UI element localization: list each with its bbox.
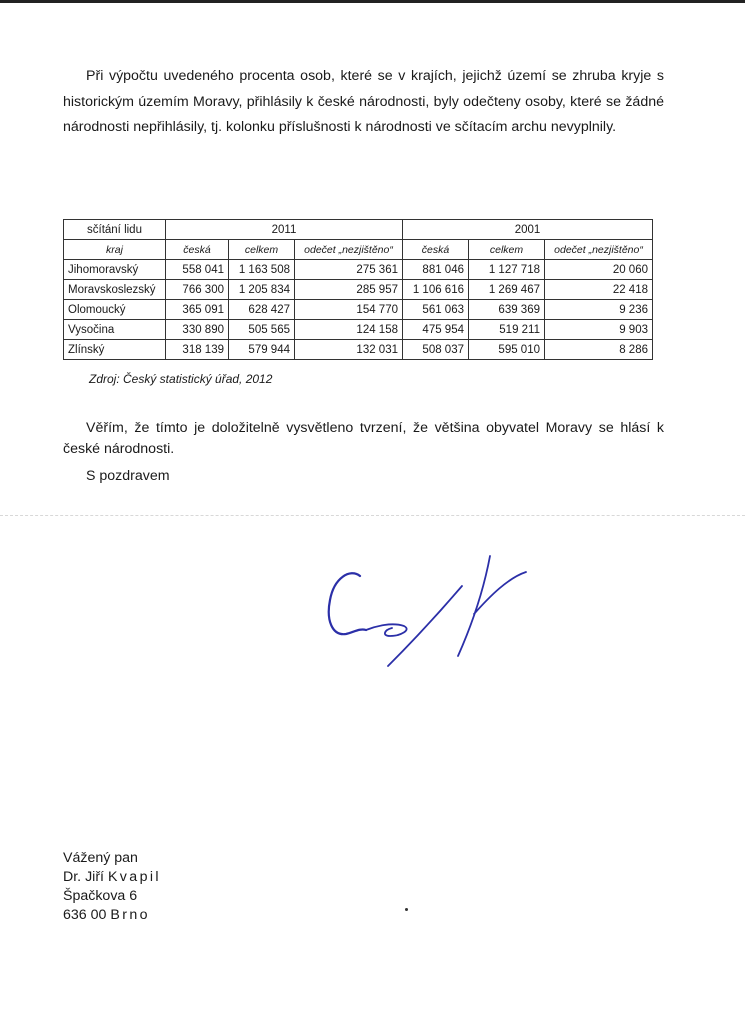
corner-label: sčítání lidu	[64, 220, 166, 240]
table-row	[64, 320, 653, 340]
cell-2011-celkem: 505 565	[229, 320, 295, 340]
region-name: Moravskoslezský	[64, 280, 166, 300]
cell-2001-ceska: 561 063	[403, 300, 469, 320]
address-street: Špačkova 6	[63, 888, 138, 904]
address-name-line	[63, 868, 161, 887]
subheader-celkem: celkem	[469, 240, 545, 260]
cell-2011-ceska: 318 139	[166, 340, 229, 360]
signature-stroke-c	[329, 573, 366, 634]
signature-stroke-diagonal	[388, 586, 462, 666]
table-row	[64, 260, 653, 280]
cell-2011-odecet: 132 031	[295, 340, 403, 360]
year-header-2001: 2001	[403, 220, 653, 240]
cell-2001-celkem: 1 269 467	[469, 280, 545, 300]
cell-2001-odecet: 9 903	[545, 320, 653, 340]
cell-2011-celkem: 628 427	[229, 300, 295, 320]
cell-2001-celkem: 595 010	[469, 340, 545, 360]
signature-stroke-loop	[366, 624, 407, 636]
address-title: Dr. Jiří	[63, 869, 104, 885]
handwritten-signature	[320, 548, 530, 678]
region-name: Zlínský	[64, 340, 166, 360]
intro-paragraph: Při výpočtu uvedeného procenta osob, které se v krajích, jejichž území se zhruba kryje s historickým územím Moravy, přihlásily k české národnosti, byly odečteny osoby, které se žádné národnosti nepřihlásily, tj. kolonku příslušnosti k národnosti ve sčítacím archu nevyplnily.	[63, 68, 664, 135]
cell-2001-ceska: 1 106 616	[403, 280, 469, 300]
address-surname: Kvapil	[107, 869, 161, 885]
cell-2011-ceska: 365 091	[166, 300, 229, 320]
address-city: Brno	[110, 907, 150, 923]
cell-2011-celkem: 1 163 508	[229, 260, 295, 280]
cell-2001-celkem: 1 127 718	[469, 260, 545, 280]
conclusion-paragraph: Věřím, že tímto je doložitelně vysvětleno tvrzení, že většina obyvatel Moravy se hlásí k české národnosti.	[63, 420, 664, 457]
region-name: Jihomoravský	[64, 260, 166, 280]
table-source-note: Zdroj: Český statistický úřad, 2012	[89, 372, 273, 386]
cell-2011-odecet: 154 770	[295, 300, 403, 320]
cell-2001-odecet: 22 418	[545, 280, 653, 300]
region-name: Olomoucký	[64, 300, 166, 320]
cell-2001-ceska: 881 046	[403, 260, 469, 280]
fold-line	[0, 515, 745, 516]
closing-phrase: S pozdravem	[86, 468, 170, 484]
table-row	[64, 340, 653, 360]
cell-2011-celkem: 579 944	[229, 340, 295, 360]
year-header-2011: 2011	[166, 220, 403, 240]
cell-2001-ceska: 508 037	[403, 340, 469, 360]
address-city-line	[63, 906, 161, 925]
table-header-years	[64, 220, 653, 240]
cell-2001-odecet: 8 286	[545, 340, 653, 360]
subheader-ceska: česká	[403, 240, 469, 260]
region-name: Vysočina	[64, 320, 166, 340]
cell-2011-odecet: 285 957	[295, 280, 403, 300]
cell-2001-odecet: 9 236	[545, 300, 653, 320]
cell-2011-celkem: 1 205 834	[229, 280, 295, 300]
address-salutation: Vážený pan	[63, 850, 138, 866]
ink-speck	[405, 908, 408, 911]
subheader-celkem: celkem	[229, 240, 295, 260]
cell-2011-ceska: 766 300	[166, 280, 229, 300]
cell-2011-odecet: 275 361	[295, 260, 403, 280]
cell-2001-ceska: 475 954	[403, 320, 469, 340]
subheader-odecet: odečet „nezjištěno“	[545, 240, 653, 260]
signature-stroke-tall	[458, 556, 526, 656]
address-postcode: 636 00	[63, 907, 107, 923]
page-top-edge	[0, 0, 745, 3]
subheader-odecet: odečet „nezjištěno“	[295, 240, 403, 260]
cell-2011-odecet: 124 158	[295, 320, 403, 340]
cell-2001-odecet: 20 060	[545, 260, 653, 280]
table-row	[64, 280, 653, 300]
cell-2011-ceska: 330 890	[166, 320, 229, 340]
row-label-header: kraj	[64, 240, 166, 260]
cell-2011-ceska: 558 041	[166, 260, 229, 280]
table-header-subcolumns	[64, 240, 653, 260]
recipient-address	[63, 849, 161, 925]
census-table	[63, 219, 653, 360]
cell-2001-celkem: 519 211	[469, 320, 545, 340]
subheader-ceska: česká	[166, 240, 229, 260]
table-row	[64, 300, 653, 320]
cell-2001-celkem: 639 369	[469, 300, 545, 320]
